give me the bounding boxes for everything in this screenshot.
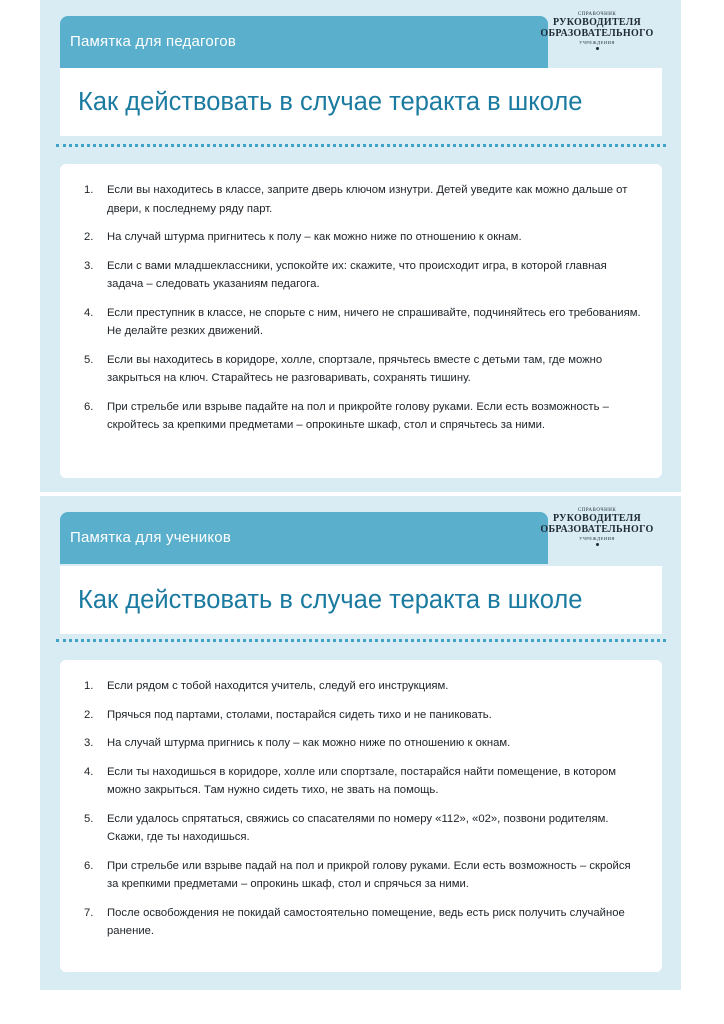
memo-title: Как действовать в случае теракта в школе [78, 586, 583, 614]
memo-students [40, 496, 681, 990]
instruction-text: На случай штурма пригнитесь к полу – как можно ниже по отношению к окнам. [107, 231, 522, 243]
instruction-text: Если рядом с тобой находится учитель, следуй его инструкциям. [107, 680, 449, 692]
instruction-number: 7. [84, 906, 94, 919]
instruction-item [84, 763, 644, 800]
instruction-number: 2. [84, 708, 94, 721]
instructions-box [60, 660, 662, 972]
instructions-list [84, 677, 644, 951]
instruction-item [84, 706, 644, 725]
instruction-number: 2. [84, 231, 94, 243]
instruction-item [84, 734, 644, 753]
instruction-number: 5. [84, 812, 94, 825]
memo-title: Как действовать в случае теракта в школе [78, 88, 583, 116]
logo-line: ОБРАЗОВАТЕЛЬНОГО [540, 28, 654, 39]
instruction-item [84, 810, 644, 847]
instruction-text: Прячься под партами, столами, постарайся сидеть тихо и не паниковать. [107, 708, 492, 721]
instruction-item [84, 351, 644, 388]
instruction-item [84, 904, 644, 941]
instructions-list [84, 181, 644, 445]
instruction-item [84, 181, 644, 218]
instruction-text: При стрельбе или взрыве падайте на пол и прикройте голову руками. Если есть возможность – скройтесь за крепкими предметами – опрокиньте шкаф, стол и спрячьтесь за ними. [107, 400, 609, 431]
instruction-text: Если ты находишься в коридоре, холле или спортзале, постарайся найти помещение, в котором можно закрыться. Там нужно сидеть тихо, не звать на помощь. [107, 765, 617, 796]
logo-line: УЧРЕЖДЕНИЯ [579, 536, 615, 541]
instruction-text: Если с вами младшеклассники, успокойте их: скажите, что происходит игра, в которой главная задача – следовать указаниям педагога. [107, 259, 607, 290]
memo-title-box [60, 68, 662, 136]
logo-line: СПРАВОЧНИК [577, 12, 617, 17]
instruction-text: После освобождения не покидай самостоятельно помещение, ведь есть риск получить случайное ранение. [107, 906, 625, 937]
instruction-item [84, 398, 644, 435]
logo-line: ОБРАЗОВАТЕЛЬНОГО [540, 524, 654, 535]
instruction-number: 4. [84, 765, 94, 778]
instruction-number: 1. [84, 184, 94, 196]
memo-teachers [40, 0, 681, 492]
instruction-number: 4. [84, 306, 94, 319]
instruction-text: Если преступник в классе, не спорьте с ним, ничего не спрашивайте, подчиняйтесь его требованиям. Не делайте резких движений. [107, 306, 641, 337]
logo-line: СПРАВОЧНИК [577, 508, 617, 513]
logo-line: УЧРЕЖДЕНИЯ [579, 40, 615, 45]
publisher-logo [532, 504, 662, 554]
instruction-number: 1. [84, 680, 94, 692]
instruction-text: Если вы находитесь в коридоре, холле, спортзале, прячьтесь вместе с детьми там, где можно закрыться на ключ. Старайтесь не разговаривать, сохранять тишину. [107, 353, 603, 384]
instruction-item [84, 857, 644, 894]
memo-header-tab [60, 16, 548, 68]
instructions-box [60, 164, 662, 478]
instruction-text: Если вы находитесь в классе, заприте дверь ключом изнутри. Детей уведите как можно дальше от двери, к последнему ряду парт. [107, 184, 628, 215]
instruction-number: 5. [84, 353, 94, 366]
logo-line: РУКОВОДИТЕЛЯ [552, 513, 642, 524]
instruction-item [84, 257, 644, 294]
instruction-number: 3. [84, 259, 94, 272]
instruction-text: Если удалось спрятаться, свяжись со спасателями по номеру «112», «02», позвони родителям. Скажи, где ты находишься. [107, 812, 609, 843]
memo-header-tab [60, 512, 548, 564]
publisher-logo [532, 8, 662, 58]
instruction-text: При стрельбе или взрыве падай на пол и прикрой голову руками. Если есть возможность – скройся за крепкими предметами – опрокинь шкаф, стол и спрячься за ними. [107, 859, 631, 890]
instruction-number: 6. [84, 400, 94, 413]
instruction-item [84, 677, 644, 696]
instruction-number: 6. [84, 859, 94, 872]
logo-dot [596, 47, 599, 50]
memo-audience-label: Памятка для учеников [70, 529, 231, 546]
instruction-item [84, 228, 644, 247]
dotted-divider [56, 639, 666, 642]
memo-audience-label: Памятка для педагогов [70, 33, 236, 50]
instruction-item [84, 304, 644, 341]
memo-title-box [60, 566, 662, 634]
logo-line: РУКОВОДИТЕЛЯ [552, 17, 642, 28]
logo-dot [596, 543, 599, 546]
dotted-divider [56, 144, 666, 147]
instruction-number: 3. [84, 737, 94, 749]
instruction-text: На случай штурма пригнись к полу – как можно ниже по отношению к окнам. [107, 737, 511, 749]
